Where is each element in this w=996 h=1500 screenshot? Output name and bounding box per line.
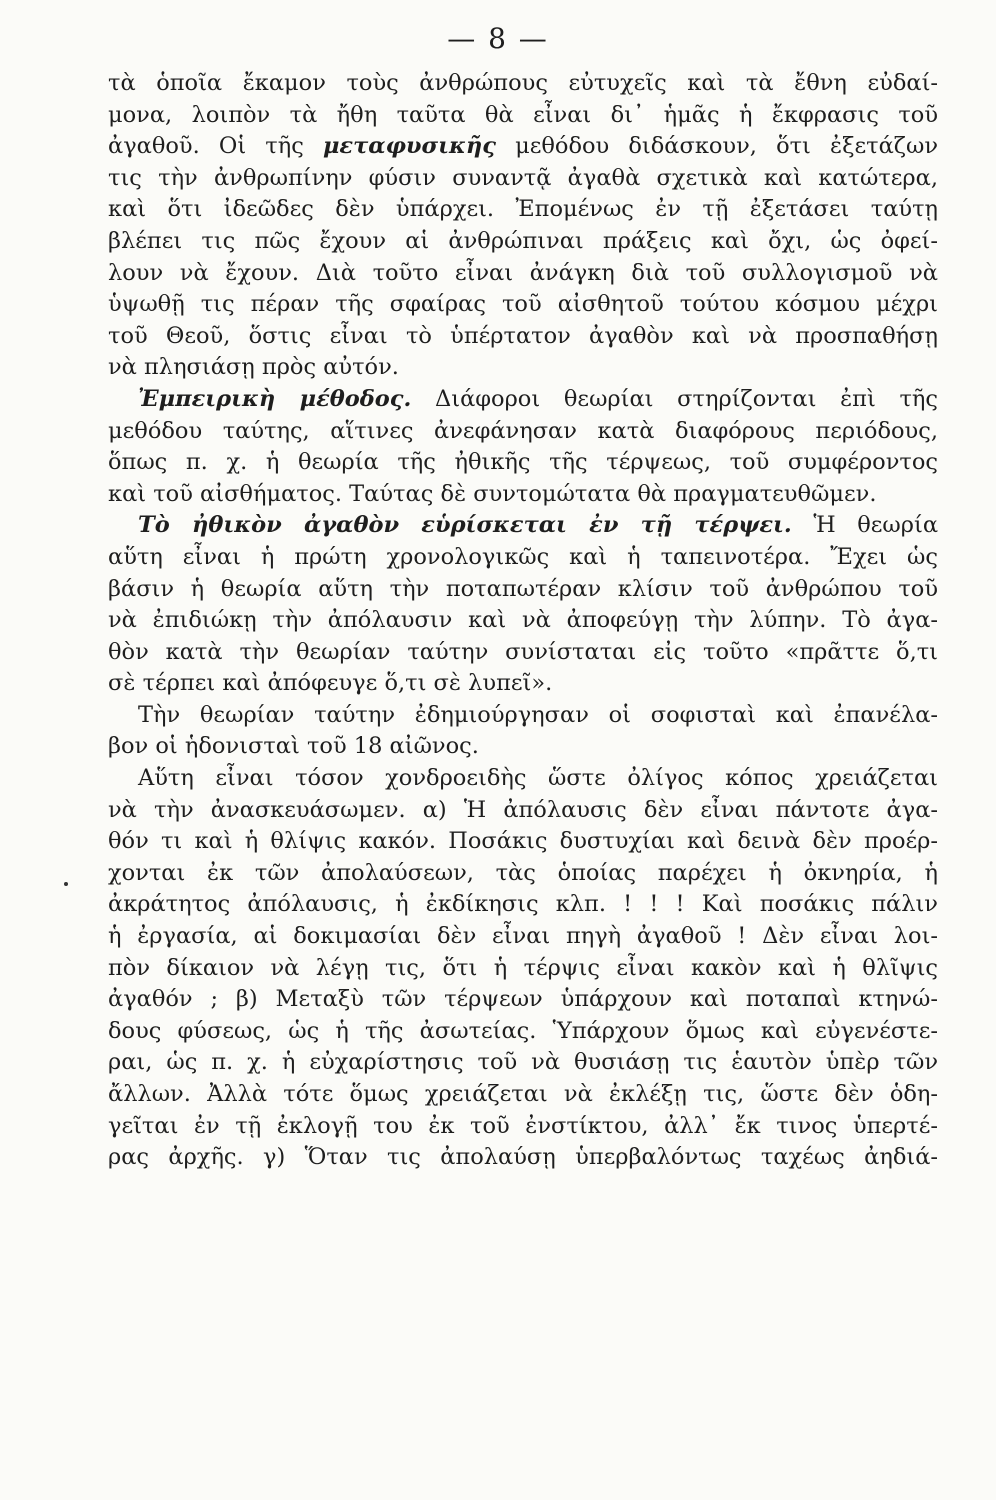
- text-line: [108, 1142, 938, 1174]
- text-line: [108, 668, 938, 700]
- text-segment: ἄλλων. Ἀλλὰ τότε ὅμως χρειάζεται νὰ ἐκλέξῃ τις, ὥστε δὲν ὁδη-: [108, 1081, 938, 1107]
- body-text: [108, 68, 938, 1174]
- text-segment: ἀγαθόν ; β) Μεταξὺ τῶν τέρψεων ὑπάρχουν καὶ ποταπαὶ κτηνώ-: [108, 986, 938, 1013]
- text-line: [108, 921, 938, 953]
- text-line: [108, 605, 938, 637]
- text-segment: τοῦ Θεοῦ, ὅστις εἶναι τὸ ὑπέρτατον ἀγαθὸν καὶ νὰ προσπαθήσῃ: [108, 322, 938, 349]
- text-line: [108, 68, 938, 100]
- text-line: [108, 1111, 938, 1143]
- text-segment: σὲ τέρπει καὶ ἀπόφευγε ὅ,τι σὲ λυπεῖ».: [108, 670, 553, 697]
- text-line: [108, 163, 938, 195]
- text-segment: ἀγαθοῦ. Οἱ τῆς: [108, 133, 323, 160]
- text-segment: βον οἱ ἡδονισταὶ τοῦ 18 αἰῶνος.: [108, 733, 479, 760]
- text-segment: δους φύσεως, ὡς ἡ τῆς ἀσωτείας. Ὑπάρχουν ὅμως καὶ εὐγενέστε-: [108, 1017, 938, 1044]
- text-line: [108, 795, 938, 827]
- text-segment: ἀκράτητος ἀπόλαυσις, ἡ ἐκδίκησις κλπ. ! ! ! Καὶ ποσάκις πάλιν: [108, 891, 938, 918]
- text-line: [108, 289, 938, 321]
- text-line: [108, 479, 938, 511]
- text-segment: θόν τι καὶ ἡ θλίψις κακόν. Ποσάκις δυστυχίαι καὶ δεινὰ δὲν προέρ-: [108, 828, 938, 855]
- text-segment: χονται ἐκ τῶν ἀπολαύσεων, τὰς ὁποίας παρέχει ἡ ὀκνηρία, ἡ: [108, 859, 938, 886]
- text-segment: ρας ἀρχῆς. γ) Ὅταν τις ἀπολαύσῃ ὑπερβαλόντως ταχέως ἀηδιά-: [108, 1144, 938, 1171]
- text-line: [108, 984, 938, 1016]
- text-segment: Τὴν θεωρίαν ταύτην ἐδημιούργησαν οἱ σοφισταὶ καὶ ἐπανέλα-: [138, 701, 938, 728]
- text-line: [108, 731, 938, 763]
- text-segment: Ἡ θεωρία: [791, 512, 939, 539]
- text-line: [108, 1016, 938, 1048]
- text-segment: καὶ τοῦ αἰσθήματος. Ταύτας δὲ συντομώτατα θὰ πραγματευθῶμεν.: [108, 480, 877, 507]
- emphasized-text: Ἐμπειρικὴ μέθοδος.: [138, 385, 412, 412]
- text-segment: ὑψωθῇ τις πέραν τῆς σφαίρας τοῦ αἰσθητοῦ τούτου κόσμου μέχρι: [108, 291, 938, 318]
- text-line: [108, 352, 938, 384]
- text-line: [108, 763, 938, 795]
- text-segment: λουν νὰ ἔχουν. Διὰ τοῦτο εἶναι ἀνάγκη διὰ τοῦ συλλογισμοῦ νὰ: [108, 259, 938, 286]
- text-line: [108, 226, 938, 258]
- text-line: [108, 384, 938, 416]
- text-line: [108, 447, 938, 479]
- page-number: — 8 —: [447, 22, 549, 55]
- text-segment: νὰ ἐπιδιώκῃ τὴν ἀπόλαυσιν καὶ νὰ ἀποφεύγῃ τὴν λύπην. Τὸ ἀγα-: [108, 607, 938, 634]
- text-line: [108, 889, 938, 921]
- text-segment: νὰ τὴν ἀνασκευάσωμεν. α) Ἡ ἀπόλαυσις δὲν εἶναι πάντοτε ἀγα-: [108, 796, 938, 823]
- text-segment: ραι, ὡς π. χ. ἡ εὐχαρίστησις τοῦ νὰ θυσιάσῃ τις ἑαυτὸν ὑπὲρ τῶν: [108, 1049, 938, 1076]
- text-line: [108, 416, 938, 448]
- text-line: [108, 637, 938, 669]
- text-line: [108, 858, 938, 890]
- text-segment: καὶ ὅτι ἰδεῶδες δὲν ὑπάρχει. Ἐπομένως ἐν τῇ ἐξετάσει ταύτῃ: [108, 196, 938, 223]
- emphasized-text: μεταφυσικῆς: [322, 133, 496, 160]
- text-segment: αὕτη εἶναι ἡ πρώτη χρονολογικῶς καὶ ἡ ταπεινοτέρα. Ἔχει ὡς: [108, 543, 938, 570]
- text-segment: γεῖται ἐν τῇ ἐκλογῇ του ἐκ τοῦ ἐνστίκτου, ἀλλ᾽ ἔκ τινος ὑπερτέ-: [108, 1112, 938, 1139]
- text-segment: θὸν κατὰ τὴν θεωρίαν ταύτην συνίσταται εἰς τοῦτο «πρᾶττε ὅ,τι: [108, 638, 938, 665]
- text-segment: πὸν δίκαιον νὰ λέγῃ τις, ὅτι ἡ τέρψις εἶναι κακὸν καὶ ἡ θλῖψις: [108, 954, 938, 981]
- text-line: [108, 1079, 938, 1111]
- text-line: [108, 258, 938, 290]
- text-segment: μεθόδου διδάσκουν, ὅτι ἐξετάζων: [495, 133, 939, 160]
- text-line: [108, 510, 938, 542]
- text-line: [108, 100, 938, 132]
- text-segment: ὅπως π. χ. ἡ θεωρία τῆς ἠθικῆς τῆς τέρψεως, τοῦ συμφέροντος: [108, 449, 938, 476]
- text-segment: βλέπει τις πῶς ἔχουν αἱ ἀνθρώπιναι πράξεις καὶ ὄχι, ὡς ὀφεί-: [108, 227, 938, 254]
- text-segment: βάσιν ἡ θεωρία αὕτη τὴν ποταπωτέραν κλίσιν τοῦ ἀνθρώπου τοῦ: [108, 575, 938, 602]
- text-segment: μεθόδου ταύτης, αἵτινες ἀνεφάνησαν κατὰ διαφόρους περιόδους,: [108, 417, 938, 444]
- text-line: [108, 953, 938, 985]
- text-line: [108, 321, 938, 353]
- text-segment: τὰ ὁποῖα ἔκαμον τοὺς ἀνθρώπους εὐτυχεῖς καὶ τὰ ἔθνη εὐδαί-: [108, 70, 938, 96]
- text-line: [108, 194, 938, 226]
- text-segment: μονα, λοιπὸν τὰ ἤθη ταῦτα θὰ εἶναι δι᾽ ἡμᾶς ἡ ἔκφρασις τοῦ: [108, 101, 938, 128]
- text-segment: νὰ πλησιάσῃ πρὸς αὐτόν.: [108, 354, 399, 381]
- emphasized-text: Τὸ ἠθικὸν ἀγαθὸν εὑρίσκεται ἐν τῇ τέρψει.: [138, 512, 792, 539]
- text-line: [108, 826, 938, 858]
- text-line: [108, 1047, 938, 1079]
- text-line: [108, 574, 938, 606]
- text-segment: Αὕτη εἶναι τόσον χονδροειδὴς ὥστε ὀλίγος κόπος χρειάζεται: [138, 765, 938, 792]
- text-line: [108, 131, 938, 163]
- text-line: [108, 542, 938, 574]
- text-segment: ἡ ἐργασία, αἱ δοκιμασίαι δὲν εἶναι πηγὴ ἀγαθοῦ ! Δὲν εἶναι λοι-: [108, 923, 938, 950]
- text-segment: τις τὴν ἀνθρωπίνην φύσιν συναντᾷ ἀγαθὰ σχετικὰ καὶ κατώτερα,: [108, 164, 938, 191]
- text-segment: Διάφοροι θεωρίαι στηρίζονται ἐπὶ τῆς: [411, 385, 939, 412]
- text-line: [108, 700, 938, 732]
- margin-mark: [64, 882, 68, 886]
